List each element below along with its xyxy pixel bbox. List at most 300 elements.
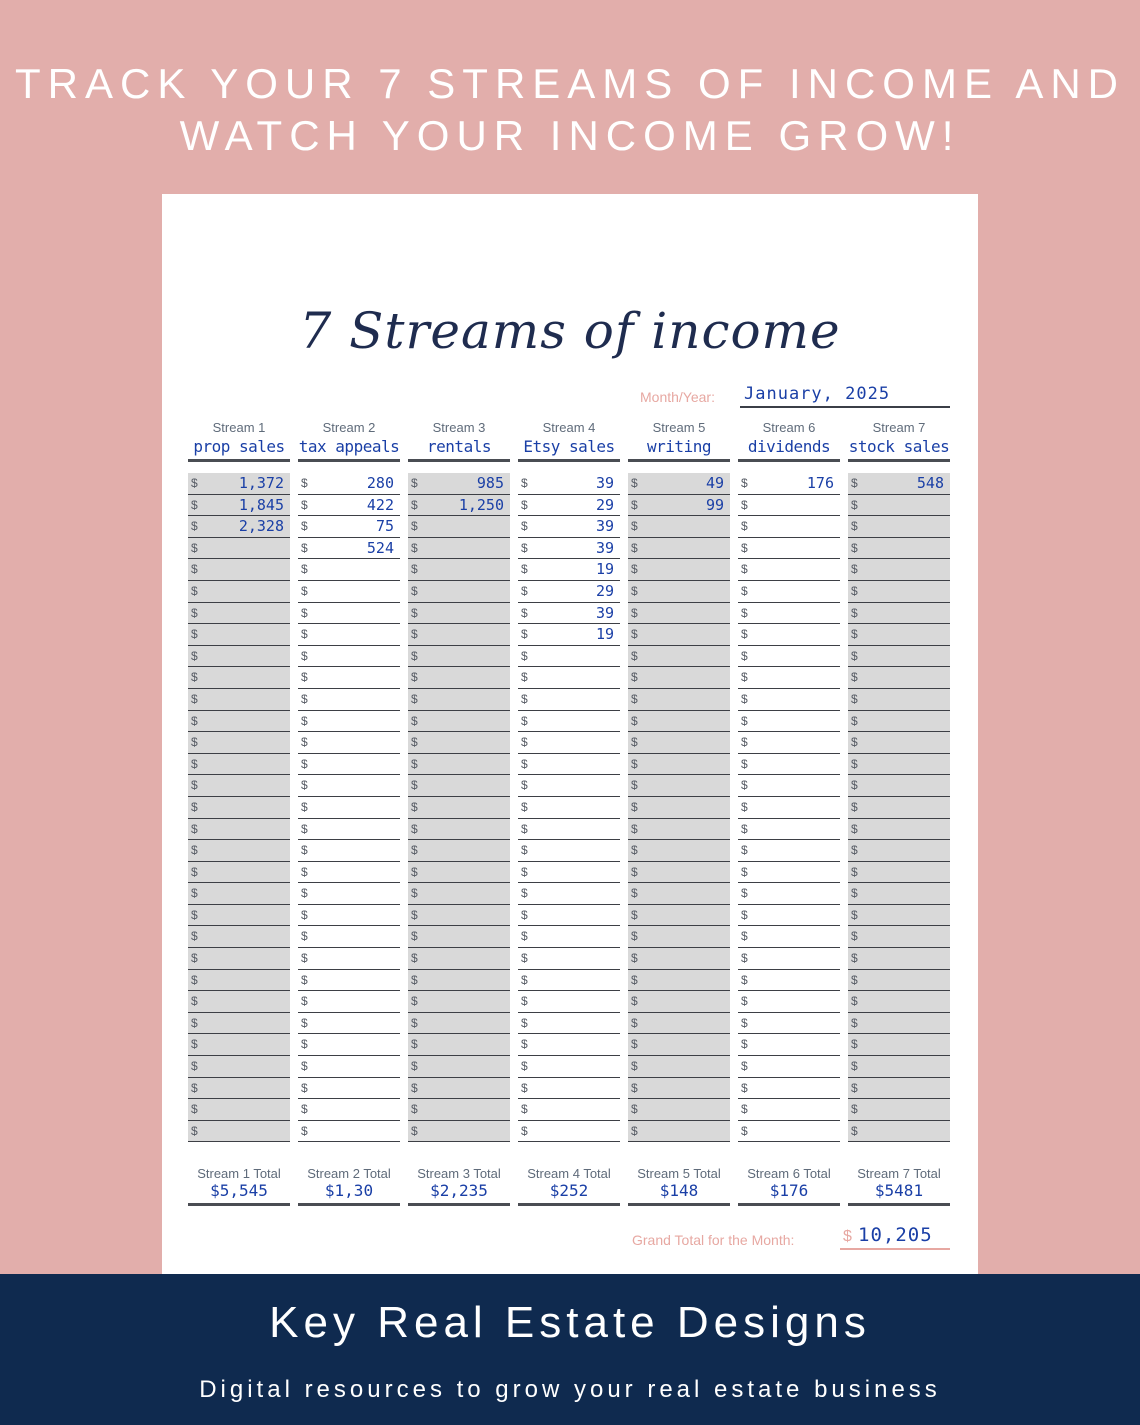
entry-row[interactable] [518, 603, 620, 625]
grand-total-field[interactable] [840, 1224, 950, 1250]
entry-row[interactable] [518, 711, 620, 733]
stream-name-field[interactable]: rentals [427, 437, 491, 456]
entry-row[interactable] [298, 538, 400, 560]
entry-row[interactable] [628, 819, 730, 841]
entry-row[interactable] [188, 862, 290, 884]
entry-row[interactable] [628, 538, 730, 560]
dollar-sign: $ [191, 843, 198, 858]
entry-row[interactable] [188, 1078, 290, 1100]
stream-label: Stream 5 [652, 420, 706, 435]
dollar-sign: $ [741, 951, 748, 966]
entry-row[interactable] [738, 538, 840, 560]
entry-row[interactable] [188, 1099, 290, 1121]
total-rule [518, 1203, 620, 1206]
entry-row[interactable] [298, 581, 400, 603]
entry-row[interactable] [848, 840, 950, 862]
stream-total-value[interactable]: $2,235 [430, 1181, 488, 1200]
dollar-sign: $ [411, 821, 418, 836]
entry-row[interactable] [848, 516, 950, 538]
dollar-sign: $ [631, 929, 638, 944]
entry-row[interactable] [298, 1034, 400, 1056]
entry-row[interactable] [188, 689, 290, 711]
entry-row[interactable] [408, 1013, 510, 1035]
dollar-sign: $ [521, 648, 528, 663]
entry-row[interactable] [738, 646, 840, 668]
entry-row[interactable] [738, 948, 840, 970]
entry-row[interactable] [188, 775, 290, 797]
stream-total-label: Stream 3 Total [417, 1166, 501, 1181]
entry-row[interactable] [738, 1034, 840, 1056]
entry-rows [298, 473, 400, 1142]
entry-row[interactable] [298, 754, 400, 776]
stream-name-field[interactable]: Etsy sales [523, 437, 615, 456]
entry-row[interactable] [738, 1078, 840, 1100]
entry-row[interactable] [628, 840, 730, 862]
entry-row[interactable] [188, 559, 290, 581]
entry-row[interactable] [408, 689, 510, 711]
dollar-sign: $ [411, 670, 418, 685]
dollar-sign: $ [741, 929, 748, 944]
entry-row[interactable] [848, 797, 950, 819]
entry-row[interactable] [628, 797, 730, 819]
stream-total-value[interactable]: $176 [769, 1181, 809, 1200]
entry-row[interactable] [848, 819, 950, 841]
entry-row[interactable] [628, 689, 730, 711]
entry-row[interactable] [408, 1034, 510, 1056]
dollar-sign: $ [191, 994, 198, 1009]
dollar-sign: $ [301, 627, 308, 642]
entry-row[interactable] [408, 862, 510, 884]
entry-row[interactable] [518, 581, 620, 603]
entry-row[interactable] [408, 948, 510, 970]
entry-row[interactable] [188, 797, 290, 819]
dollar-sign: $ [521, 972, 528, 987]
entry-row[interactable] [518, 754, 620, 776]
entry-row[interactable] [848, 862, 950, 884]
dollar-sign: $ [411, 605, 418, 620]
stream-total-value[interactable]: $252 [549, 1181, 589, 1200]
entry-row[interactable] [848, 970, 950, 992]
entry-row[interactable] [408, 581, 510, 603]
entry-row[interactable] [298, 819, 400, 841]
dollar-sign: $ [301, 778, 308, 793]
entry-row[interactable] [188, 1034, 290, 1056]
entry-row[interactable] [848, 1013, 950, 1035]
entry-row[interactable] [518, 1121, 620, 1143]
entry-row[interactable] [848, 1121, 950, 1143]
entry-row[interactable] [408, 775, 510, 797]
entry-row[interactable] [188, 667, 290, 689]
entry-row[interactable] [298, 1013, 400, 1035]
entry-row[interactable] [408, 1056, 510, 1078]
entry-row[interactable] [408, 732, 510, 754]
dollar-sign: $ [191, 907, 198, 922]
stream-total-label: Stream 2 Total [307, 1166, 391, 1181]
dollar-sign: $ [741, 886, 748, 901]
dollar-sign: $ [741, 627, 748, 642]
grand-total-label: Grand Total for the Month: [632, 1232, 795, 1248]
entry-row[interactable] [628, 775, 730, 797]
dollar-sign: $ [631, 1123, 638, 1138]
entry-row[interactable] [188, 516, 290, 538]
entry-row[interactable] [628, 1013, 730, 1035]
entry-row[interactable] [628, 646, 730, 668]
entry-row[interactable] [408, 819, 510, 841]
entry-row[interactable] [738, 797, 840, 819]
dollar-sign: $ [191, 864, 198, 879]
entry-row[interactable] [298, 1056, 400, 1078]
entry-row[interactable] [298, 711, 400, 733]
entry-row[interactable] [408, 1078, 510, 1100]
entry-row[interactable] [518, 1099, 620, 1121]
dollar-sign: $ [631, 907, 638, 922]
dollar-sign: $ [301, 540, 308, 555]
entry-row[interactable] [408, 516, 510, 538]
entry-row[interactable] [738, 991, 840, 1013]
entry-row[interactable] [738, 754, 840, 776]
entry-row[interactable] [738, 1013, 840, 1035]
entry-row[interactable] [298, 862, 400, 884]
dollar-sign: $ [741, 713, 748, 728]
entry-row[interactable] [848, 948, 950, 970]
entry-row[interactable] [408, 1099, 510, 1121]
stream-label: Stream 4 [542, 420, 596, 435]
entry-row[interactable] [628, 667, 730, 689]
entry-row[interactable] [188, 948, 290, 970]
entry-row[interactable] [298, 495, 400, 517]
entry-row[interactable] [628, 970, 730, 992]
entry-row[interactable] [738, 840, 840, 862]
entry-row[interactable] [738, 559, 840, 581]
entry-row[interactable] [298, 1078, 400, 1100]
entry-row[interactable] [518, 840, 620, 862]
entry-row[interactable] [408, 883, 510, 905]
entry-row[interactable] [628, 1099, 730, 1121]
entry-row[interactable] [628, 1121, 730, 1143]
total-rule [298, 1203, 400, 1206]
entry-row[interactable] [738, 732, 840, 754]
entry-row[interactable] [518, 473, 620, 495]
entry-row[interactable] [628, 711, 730, 733]
entry-row[interactable] [848, 775, 950, 797]
entry-row[interactable] [188, 840, 290, 862]
entry-row[interactable] [188, 732, 290, 754]
dollar-sign: $ [191, 670, 198, 685]
entry-row[interactable] [738, 581, 840, 603]
entry-row[interactable] [188, 970, 290, 992]
entry-row[interactable] [188, 819, 290, 841]
entry-row[interactable] [628, 905, 730, 927]
dollar-sign: $ [191, 1102, 198, 1117]
stream-name-field[interactable]: writing [647, 437, 711, 456]
entry-row[interactable] [298, 516, 400, 538]
entry-row[interactable] [628, 926, 730, 948]
stream-name-field[interactable]: dividends [747, 437, 831, 456]
entry-row[interactable] [738, 689, 840, 711]
entry-row[interactable] [188, 926, 290, 948]
entry-row[interactable] [628, 559, 730, 581]
entry-row[interactable] [848, 538, 950, 560]
entry-row[interactable] [738, 883, 840, 905]
entry-row[interactable] [298, 970, 400, 992]
entry-row[interactable] [188, 711, 290, 733]
dollar-sign: $ [411, 540, 418, 555]
entry-row[interactable] [408, 754, 510, 776]
entry-row[interactable] [188, 538, 290, 560]
stream-total-value[interactable]: $5481 [874, 1181, 924, 1200]
dollar-sign: $ [851, 778, 858, 793]
entry-row[interactable] [848, 926, 950, 948]
entry-row[interactable] [518, 495, 620, 517]
entry-row[interactable] [298, 797, 400, 819]
entry-row[interactable] [848, 689, 950, 711]
entry-row[interactable] [848, 624, 950, 646]
entry-row[interactable] [408, 711, 510, 733]
entry-row[interactable] [518, 559, 620, 581]
entry-row[interactable] [188, 624, 290, 646]
entry-row[interactable] [298, 1121, 400, 1143]
entry-row[interactable] [518, 970, 620, 992]
footer-banner [0, 1274, 1140, 1425]
entry-row[interactable] [298, 1099, 400, 1121]
entry-row[interactable] [298, 473, 400, 495]
entry-row[interactable] [408, 495, 510, 517]
header-rule [628, 459, 730, 462]
entry-amount: 524 [366, 538, 394, 557]
entry-row[interactable] [738, 624, 840, 646]
entry-row[interactable] [628, 624, 730, 646]
dollar-sign: $ [851, 972, 858, 987]
entry-row[interactable] [848, 905, 950, 927]
entry-row[interactable] [408, 905, 510, 927]
entry-row[interactable] [408, 926, 510, 948]
entry-row[interactable] [628, 495, 730, 517]
entry-row[interactable] [408, 603, 510, 625]
entry-row[interactable] [628, 732, 730, 754]
entry-row[interactable] [738, 862, 840, 884]
entry-row[interactable] [298, 840, 400, 862]
entry-row[interactable] [628, 754, 730, 776]
stream-total-7 [848, 1166, 950, 1206]
entry-rows [188, 473, 290, 1142]
dollar-sign: $ [191, 1015, 198, 1030]
entry-row[interactable] [518, 689, 620, 711]
entry-row[interactable] [518, 667, 620, 689]
stream-name-field[interactable]: stock sales [848, 437, 950, 456]
entry-row[interactable] [848, 1034, 950, 1056]
entry-row[interactable] [848, 883, 950, 905]
income-tracker-sheet [162, 194, 978, 1274]
stream-total-3 [408, 1166, 510, 1206]
entry-row[interactable] [628, 516, 730, 538]
dollar-sign: $ [741, 821, 748, 836]
entry-row[interactable] [738, 473, 840, 495]
entry-row[interactable] [298, 689, 400, 711]
entry-row[interactable] [848, 732, 950, 754]
entry-row[interactable] [518, 732, 620, 754]
dollar-sign: $ [191, 605, 198, 620]
entry-row[interactable] [518, 926, 620, 948]
dollar-sign: $ [191, 778, 198, 793]
entry-row[interactable] [408, 667, 510, 689]
entry-row[interactable] [298, 646, 400, 668]
entry-row[interactable] [408, 797, 510, 819]
entry-row[interactable] [738, 926, 840, 948]
entry-row[interactable] [188, 646, 290, 668]
entry-row[interactable] [188, 883, 290, 905]
entry-row[interactable] [518, 991, 620, 1013]
entry-row[interactable] [298, 559, 400, 581]
entry-row[interactable] [518, 1078, 620, 1100]
entry-amount: 29 [595, 495, 614, 514]
entry-row[interactable] [518, 775, 620, 797]
entry-row[interactable] [848, 581, 950, 603]
entry-row[interactable] [188, 905, 290, 927]
dollar-sign: $ [631, 670, 638, 685]
dollar-sign: $ [741, 1123, 748, 1138]
entry-row[interactable] [408, 559, 510, 581]
entry-row[interactable] [518, 538, 620, 560]
entry-row[interactable] [518, 905, 620, 927]
entry-row[interactable] [298, 624, 400, 646]
dollar-sign: $ [631, 497, 638, 512]
entry-row[interactable] [738, 970, 840, 992]
entry-row[interactable] [738, 775, 840, 797]
dollar-sign: $ [521, 821, 528, 836]
entry-row[interactable] [298, 905, 400, 927]
entry-row[interactable] [408, 473, 510, 495]
entry-row[interactable] [738, 667, 840, 689]
entry-row[interactable] [738, 819, 840, 841]
dollar-sign: $ [301, 886, 308, 901]
entry-row[interactable] [628, 1034, 730, 1056]
entry-row[interactable] [408, 840, 510, 862]
entry-row[interactable] [628, 883, 730, 905]
dollar-sign: $ [851, 907, 858, 922]
month-year-field[interactable]: January, 2025 [740, 384, 950, 408]
entry-row[interactable] [628, 862, 730, 884]
entry-row[interactable] [188, 991, 290, 1013]
dollar-sign: $ [191, 627, 198, 642]
dollar-sign: $ [851, 605, 858, 620]
entry-row[interactable] [298, 603, 400, 625]
entry-row[interactable] [518, 819, 620, 841]
entry-row[interactable] [518, 624, 620, 646]
entry-amount: 1,372 [238, 474, 284, 492]
entry-row[interactable] [188, 754, 290, 776]
dollar-sign: $ [521, 691, 528, 706]
entry-row[interactable] [518, 1056, 620, 1078]
entry-row[interactable] [298, 948, 400, 970]
entry-row[interactable] [298, 991, 400, 1013]
entry-row[interactable] [188, 1013, 290, 1035]
entry-row[interactable] [408, 970, 510, 992]
entry-row[interactable] [738, 1099, 840, 1121]
entry-row[interactable] [188, 581, 290, 603]
entry-row[interactable] [738, 495, 840, 517]
entry-row[interactable] [738, 711, 840, 733]
entry-row[interactable] [628, 1056, 730, 1078]
entry-row[interactable] [628, 948, 730, 970]
entry-amount: 39 [595, 603, 614, 622]
entry-row[interactable] [848, 495, 950, 517]
entry-row[interactable] [628, 991, 730, 1013]
entry-row[interactable] [408, 646, 510, 668]
entry-row[interactable] [848, 667, 950, 689]
entry-row[interactable] [298, 926, 400, 948]
entry-row[interactable] [188, 603, 290, 625]
dollar-sign: $ [631, 1037, 638, 1052]
entry-row[interactable] [738, 516, 840, 538]
entry-row[interactable] [298, 883, 400, 905]
dollar-sign: $ [521, 540, 528, 555]
entry-row[interactable] [848, 1078, 950, 1100]
entry-row[interactable] [518, 948, 620, 970]
entry-row[interactable] [298, 667, 400, 689]
dollar-sign: $ [741, 799, 748, 814]
entry-row[interactable] [848, 1099, 950, 1121]
entry-row[interactable] [408, 538, 510, 560]
dollar-sign: $ [851, 735, 858, 750]
stream-name-field[interactable]: prop sales [193, 437, 285, 456]
entry-row[interactable] [848, 1056, 950, 1078]
entry-row[interactable] [518, 862, 620, 884]
entry-row[interactable] [848, 473, 950, 495]
entry-row[interactable] [848, 711, 950, 733]
entry-row[interactable] [408, 624, 510, 646]
dollar-sign: $ [411, 994, 418, 1009]
entry-row[interactable] [518, 1013, 620, 1035]
entry-row[interactable] [518, 1034, 620, 1056]
entry-row[interactable] [848, 559, 950, 581]
dollar-sign: $ [521, 627, 528, 642]
entry-row[interactable] [738, 1056, 840, 1078]
entry-row[interactable] [738, 603, 840, 625]
entry-row[interactable] [518, 883, 620, 905]
stream-total-label: Stream 4 Total [527, 1166, 611, 1181]
entry-row[interactable] [298, 775, 400, 797]
entry-row[interactable] [408, 991, 510, 1013]
stream-total-label: Stream 1 Total [197, 1166, 281, 1181]
dollar-sign: $ [741, 1015, 748, 1030]
entry-row[interactable] [518, 646, 620, 668]
entry-row[interactable] [848, 646, 950, 668]
stream-name-field[interactable]: tax appeals [298, 437, 400, 456]
stream-total-value[interactable]: $5,545 [210, 1181, 268, 1200]
entry-row[interactable] [188, 473, 290, 495]
entry-row[interactable] [628, 581, 730, 603]
stream-total-value[interactable]: $148 [659, 1181, 699, 1200]
entry-row[interactable] [628, 1078, 730, 1100]
entry-row[interactable] [518, 797, 620, 819]
entry-row[interactable] [628, 473, 730, 495]
entry-row[interactable] [848, 991, 950, 1013]
dollar-sign: $ [851, 540, 858, 555]
entry-row[interactable] [738, 1121, 840, 1143]
entry-row[interactable] [188, 1121, 290, 1143]
stream-total-value[interactable]: $1,30 [324, 1181, 374, 1200]
entry-row[interactable] [848, 754, 950, 776]
entry-row[interactable] [518, 516, 620, 538]
entry-row[interactable] [738, 905, 840, 927]
entry-row[interactable] [848, 603, 950, 625]
entry-row[interactable] [188, 495, 290, 517]
entry-row[interactable] [298, 732, 400, 754]
entry-row[interactable] [408, 1121, 510, 1143]
dollar-sign: $ [631, 562, 638, 577]
entry-row[interactable] [628, 603, 730, 625]
entry-row[interactable] [188, 1056, 290, 1078]
